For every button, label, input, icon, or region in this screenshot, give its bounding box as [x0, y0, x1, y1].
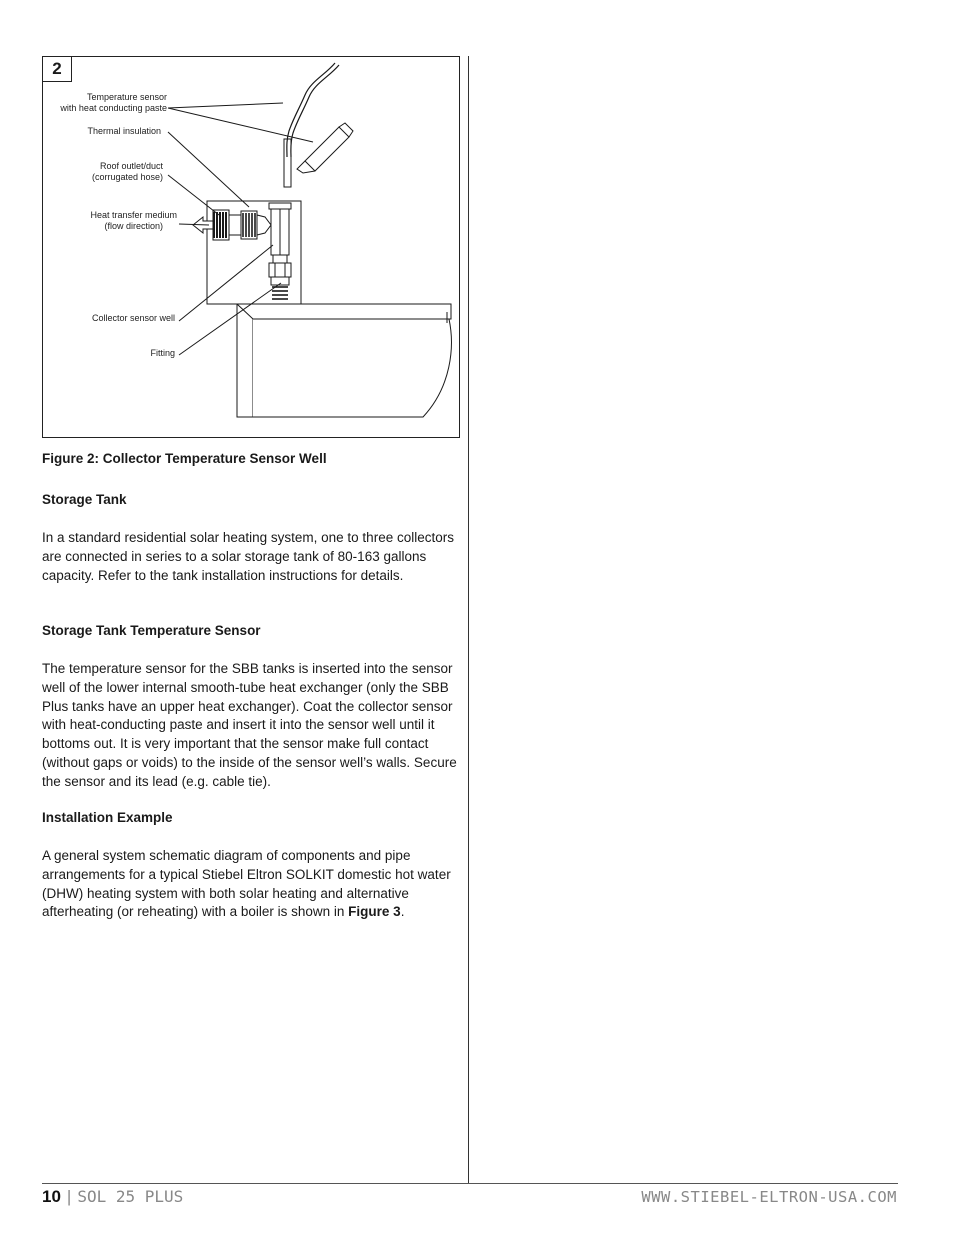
model-name: SOL 25 PLUS	[77, 1187, 184, 1206]
heading-storage-tank: Storage Tank	[42, 492, 127, 507]
label-temperature-sensor	[60, 92, 167, 114]
installation-example-end: .	[400, 904, 405, 920]
heading-installation-example: Installation Example	[42, 810, 173, 825]
installation-example-text: A general system schematic diagram of components and pipe arrangements for a typical Stiebel Eltron SOLKIT domestic hot water (DHW) heating system with both solar heating and alternative afterheating (or reheating) with a boiler is shown in	[42, 848, 451, 920]
figure-2	[42, 56, 460, 438]
label-roof-outlet-line2: (corrugated hose)	[91, 172, 163, 182]
paragraph-storage-tank: In a standard residential solar heating system, one to three collectors are connected in series to a solar storage tank of 80-163 gallons capacity. Refer to the tank installation instructions for details.	[42, 530, 454, 583]
column-divider	[468, 56, 469, 1184]
label-heat-transfer-medium	[90, 210, 177, 232]
heading-storage-tank-temperature-sensor: Storage Tank Temperature Sensor	[42, 623, 261, 638]
label-temperature-sensor-line1: Temperature sensor	[86, 92, 167, 102]
figure-number: 2	[43, 57, 72, 82]
label-collector-sensor-well: Collector sensor well	[91, 313, 175, 323]
label-heat-transfer-line1: Heat transfer medium	[90, 210, 177, 220]
label-fitting: Fitting	[150, 348, 175, 358]
label-heat-transfer-line2: (flow direction)	[104, 221, 163, 231]
website-url: WWW.STIEBEL-ELTRON-USA.COM	[641, 1188, 897, 1206]
footer-separator: |	[66, 1187, 72, 1206]
page-number: 10	[42, 1187, 61, 1206]
label-temperature-sensor-line2: with heat conducting paste	[60, 103, 167, 113]
label-roof-outlet	[92, 161, 163, 183]
paragraph-storage-tank-temperature-sensor: The temperature sensor for the SBB tanks is inserted into the sensor well of the lower internal smooth-tube heat exchanger (only the SBB Plus tanks have an upper heat exchanger). Coat the collector sensor with heat-conducting paste and insert it into the sensor well until it bottoms out. It is very important that the sensor make full contact (without gaps or voids) to the inside of the sensor well’s walls. Secure the sensor and its lead (e.g. cable tie).	[42, 661, 457, 789]
sensor-well-diagram	[43, 57, 459, 437]
label-roof-outlet-line1: Roof outlet/duct	[99, 161, 163, 171]
paragraph-installation-example	[42, 847, 464, 922]
figure-caption: Figure 2: Collector Temperature Sensor Well	[42, 451, 327, 466]
label-thermal-insulation: Thermal insulation	[87, 126, 161, 136]
footer-left	[42, 1186, 183, 1208]
footer-rule	[42, 1183, 898, 1184]
figure-3-reference: Figure 3	[348, 904, 401, 920]
